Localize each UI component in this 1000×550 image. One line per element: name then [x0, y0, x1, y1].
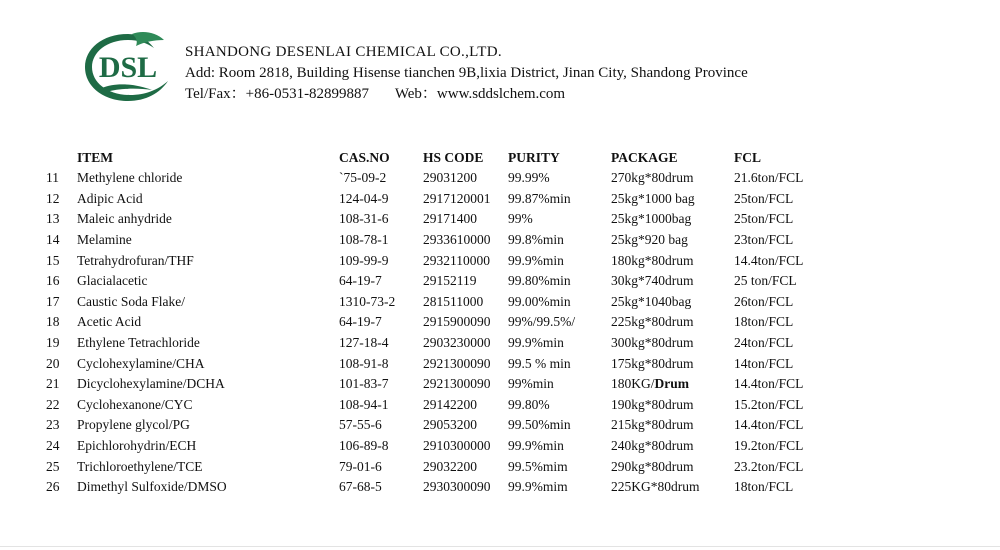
hs-code: 2917120001 [423, 190, 491, 206]
row-number: 24 [46, 438, 60, 454]
item-name: Dicyclohexylamine/DCHA [77, 376, 225, 392]
table-row [46, 395, 824, 416]
hs-code: 2921300090 [423, 376, 491, 392]
item-name: Trichloroethylene/TCE [77, 458, 203, 474]
fcl: 23.2ton/FCL [734, 458, 804, 474]
hs-code: 29152119 [423, 273, 477, 289]
cas-number: 108-94-1 [339, 396, 389, 412]
item-name: Adipic Acid [77, 190, 143, 206]
cas-number: 108-78-1 [339, 232, 389, 248]
col-header-purity: PURITY [508, 150, 560, 165]
item-name: Melamine [77, 232, 132, 248]
purity: 99.80%min [508, 273, 571, 289]
fcl: 24ton/FCL [734, 335, 794, 351]
fcl: 14.4ton/FCL [734, 417, 804, 433]
cas-number: `75-09-2 [339, 170, 387, 186]
purity: 99.80% [508, 396, 550, 412]
row-number: 17 [46, 293, 60, 309]
fcl: 25ton/FCL [734, 190, 794, 206]
fcl: 15.2ton/FCL [734, 396, 804, 412]
row-number: 18 [46, 314, 60, 330]
table-row [46, 250, 824, 271]
company-name: SHANDONG DESENLAI CHEMICAL CO.,LTD. [185, 44, 502, 60]
package: 225KG*80drum [611, 479, 700, 495]
purity: 99.9%mim [508, 479, 568, 495]
col-header-number [46, 148, 77, 168]
hs-code: 29032200 [423, 458, 477, 474]
item-name: Glacialacetic [77, 273, 148, 289]
hs-code: 29171400 [423, 211, 477, 227]
package: 30kg*740drum [611, 273, 694, 289]
purity: 99.99% [508, 170, 550, 186]
hs-code: 281511000 [423, 293, 484, 309]
table-row [46, 312, 824, 333]
package: 290kg*80drum [611, 458, 694, 474]
cas-number: 124-04-9 [339, 190, 389, 206]
row-number: 15 [46, 252, 60, 268]
package: 175kg*80drum [611, 355, 694, 371]
fcl: 19.2ton/FCL [734, 438, 804, 454]
col-header-package: PACKAGE [611, 150, 678, 165]
hs-code: 2930300090 [423, 479, 491, 495]
row-number: 26 [46, 479, 60, 495]
table-row [46, 456, 824, 477]
hs-code: 2903230000 [423, 335, 491, 351]
item-name: Propylene glycol/PG [77, 417, 190, 433]
row-number: 11 [46, 170, 59, 186]
company-address: Add: Room 2818, Building Hisense tianchen 9B,lixia District, Jinan City, Shandong Province [185, 65, 748, 81]
cas-number: 67-68-5 [339, 479, 382, 495]
purity: 99.50%min [508, 417, 571, 433]
item-name: Methylene chloride [77, 170, 183, 186]
row-number: 20 [46, 355, 60, 371]
fcl: 18ton/FCL [734, 479, 794, 495]
row-number: 14 [46, 232, 60, 248]
fcl: 25ton/FCL [734, 211, 794, 227]
hs-code: 2932110000 [423, 252, 490, 268]
item-name: Maleic anhydride [77, 211, 172, 227]
row-number: 25 [46, 458, 60, 474]
row-number: 12 [46, 190, 60, 206]
fcl: 23ton/FCL [734, 232, 794, 248]
cas-number: 101-83-7 [339, 376, 389, 392]
company-logo [80, 30, 176, 104]
table-row [46, 209, 824, 230]
purity: 99.5%mim [508, 458, 568, 474]
purity: 99.9%min [508, 438, 564, 454]
purity: 99.9%min [508, 335, 564, 351]
fcl: 14.4ton/FCL [734, 376, 804, 392]
table-header-row [46, 148, 824, 168]
purity: 99%/99.5%/ [508, 314, 576, 330]
purity: 99.8%min [508, 232, 564, 248]
item-name: Caustic Soda Flake/ [77, 293, 185, 309]
package: 25kg*1000bag [611, 211, 692, 227]
purity: 99.00%min [508, 293, 571, 309]
cas-number: 127-18-4 [339, 335, 389, 351]
fcl: 25 ton/FCL [734, 273, 797, 289]
col-header-cas: CAS.NO [339, 150, 390, 165]
row-number: 16 [46, 273, 60, 289]
cas-number: 108-91-8 [339, 355, 389, 371]
cas-number: 108-31-6 [339, 211, 389, 227]
cas-number: 106-89-8 [339, 438, 389, 454]
package: 180kg*80drum [611, 252, 694, 268]
hs-code: 29031200 [423, 170, 477, 186]
fcl: 26ton/FCL [734, 293, 794, 309]
purity: 99.9%min [508, 252, 564, 268]
cas-number: 79-01-6 [339, 458, 382, 474]
purity: 99.87%min [508, 190, 571, 206]
bottom-divider [0, 546, 1000, 547]
package: 180KG/Drum [611, 376, 689, 392]
purity: 99.5 % min [508, 355, 571, 371]
fcl: 14.4ton/FCL [734, 252, 804, 268]
table-row [46, 477, 824, 498]
row-number: 23 [46, 417, 60, 433]
website[interactable]: Web：www.sddslchem.com [394, 86, 566, 102]
fcl: 14ton/FCL [734, 355, 794, 371]
item-name: Ethylene Tetrachloride [77, 335, 200, 351]
table-row [46, 168, 824, 189]
table-row [46, 230, 824, 251]
hs-code: 2910300000 [423, 438, 491, 454]
table-row [46, 436, 824, 457]
item-name: Dimethyl Sulfoxide/DMSO [77, 479, 227, 495]
cas-number: 64-19-7 [339, 314, 382, 330]
package-unit-bold: Drum [654, 376, 689, 392]
package: 25kg*1000 bag [611, 190, 695, 206]
hs-code: 29142200 [423, 396, 477, 412]
package: 25kg*1040bag [611, 293, 692, 309]
hs-code: 29053200 [423, 417, 477, 433]
row-number: 13 [46, 211, 60, 227]
cas-number: 109-99-9 [339, 252, 389, 268]
col-header-hs-code: HS CODE [423, 150, 484, 165]
item-name: Acetic Acid [77, 314, 142, 330]
purity: 99% [508, 211, 533, 227]
purity: 99%min [508, 376, 554, 392]
col-header-item: ITEM [77, 150, 114, 165]
table-row [46, 292, 824, 313]
row-number: 21 [46, 376, 60, 392]
tel-fax: Tel/Fax：+86-0531-82899887 [185, 86, 370, 102]
table-row [46, 333, 824, 354]
fcl: 21.6ton/FCL [734, 170, 804, 186]
item-name: Cyclohexylamine/CHA [77, 355, 205, 371]
table-row [46, 353, 824, 374]
table-row [46, 189, 824, 210]
row-number: 19 [46, 335, 60, 351]
item-name: Epichlorohydrin/ECH [77, 438, 197, 454]
package: 25kg*920 bag [611, 232, 688, 248]
package: 300kg*80drum [611, 335, 694, 351]
hs-code: 2921300090 [423, 355, 491, 371]
row-number: 22 [46, 396, 60, 412]
fcl: 18ton/FCL [734, 314, 794, 330]
cas-number: 1310-73-2 [339, 293, 396, 309]
package: 190kg*80drum [611, 396, 694, 412]
logo-text: DSL [98, 51, 158, 84]
table-row [46, 374, 824, 395]
table-row [46, 271, 824, 292]
cas-number: 57-55-6 [339, 417, 382, 433]
col-header-fcl: FCL [734, 150, 761, 165]
package: 225kg*80drum [611, 314, 694, 330]
package: 215kg*80drum [611, 417, 694, 433]
contact-line [185, 84, 748, 105]
company-header [185, 42, 748, 105]
package: 240kg*80drum [611, 438, 694, 454]
table-row [46, 415, 824, 436]
cas-number: 64-19-7 [339, 273, 382, 289]
item-name: Cyclohexanone/CYC [77, 396, 193, 412]
hs-code: 2915900090 [423, 314, 491, 330]
item-name: Tetrahydrofuran/THF [77, 252, 194, 268]
package: 270kg*80drum [611, 170, 694, 186]
hs-code: 2933610000 [423, 232, 491, 248]
product-table [46, 148, 824, 498]
